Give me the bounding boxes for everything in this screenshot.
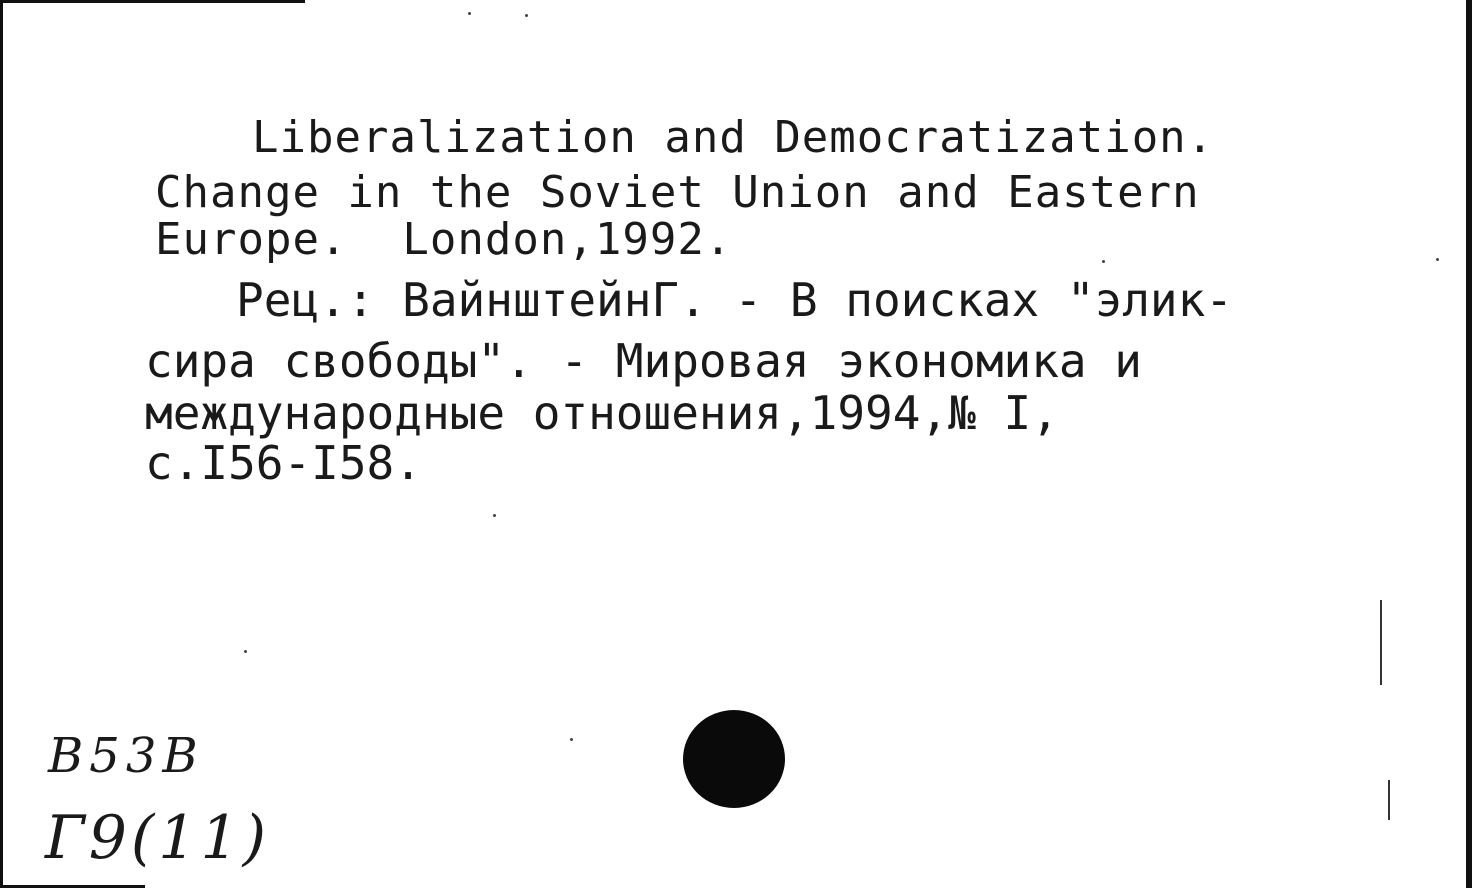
scan-speck (468, 12, 471, 15)
review-line-1: Рец.: ВайнштейнГ. - В поисках "элик- (236, 273, 1233, 327)
english-title-line-2: Change in the Soviet Union and Eastern (155, 167, 1200, 218)
scan-border-left (0, 0, 3, 888)
scan-speck (525, 14, 528, 17)
handwritten-class-mark: Г9(11) (45, 803, 271, 873)
scan-speck (1436, 258, 1439, 261)
review-line-4: с.I56-I58. (145, 436, 422, 490)
handwritten-shelf-mark: В53В (48, 728, 204, 784)
scan-speck (493, 514, 496, 517)
english-title-line-1: Liberalization and Democratization. (252, 112, 1215, 163)
scan-speck (570, 738, 573, 741)
scan-speck (1102, 260, 1105, 263)
scan-border-right (1466, 0, 1472, 888)
review-line-2: сира свободы". - Мировая экономика и (145, 334, 1142, 388)
english-title-line-3: Europe. London,1992. (155, 214, 733, 265)
scan-mark (1380, 600, 1382, 685)
scan-border-top (0, 0, 305, 3)
review-line-3: международные отношения,1994,№ I, (145, 386, 1059, 440)
scan-mark (1388, 780, 1390, 820)
scan-speck (244, 650, 247, 653)
punch-hole (683, 710, 785, 808)
